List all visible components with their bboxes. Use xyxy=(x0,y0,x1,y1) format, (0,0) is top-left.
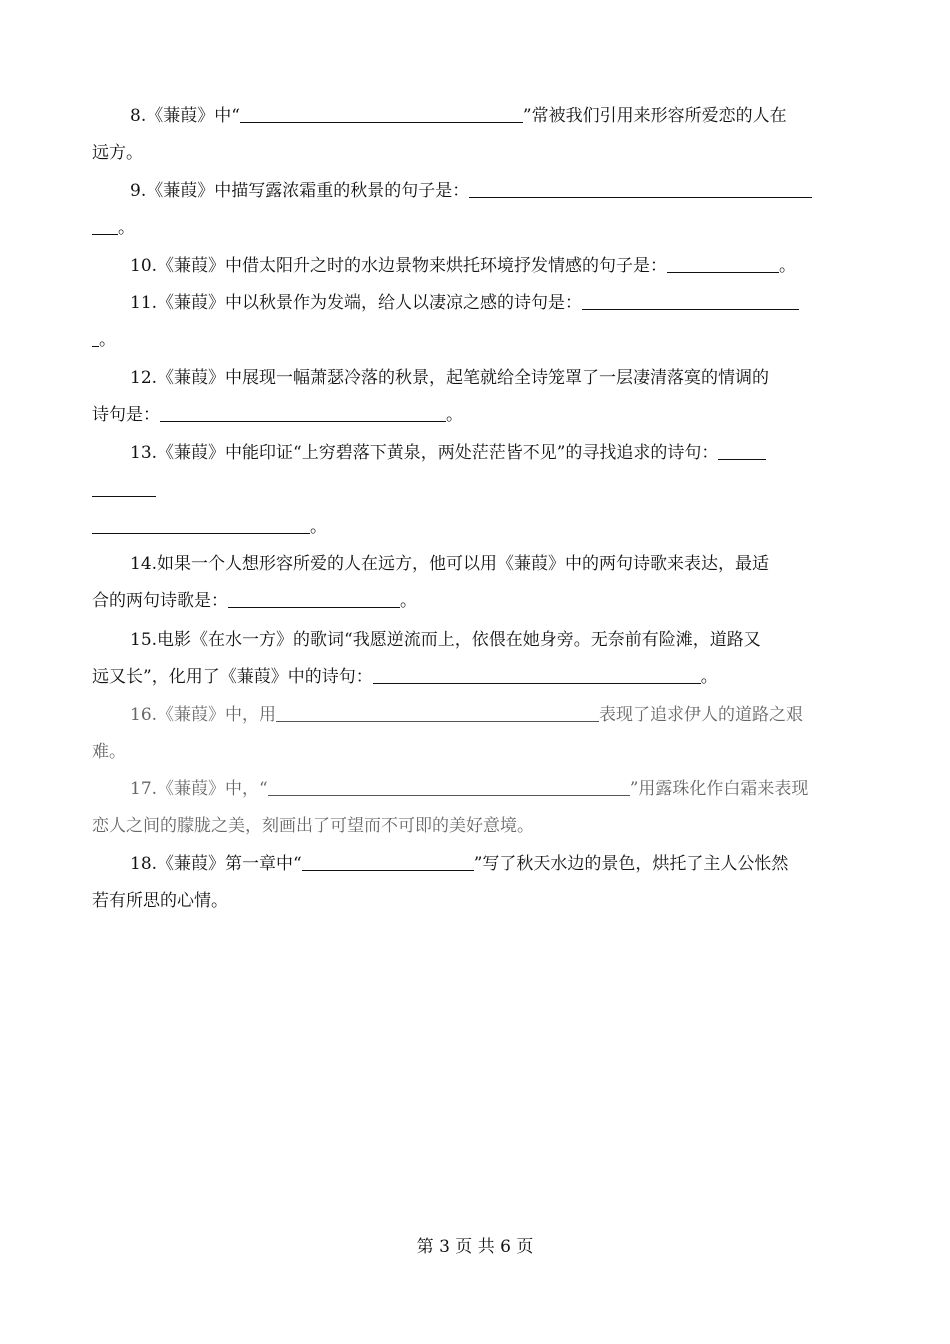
answer-blank-continued[interactable] xyxy=(92,214,118,235)
answer-blank[interactable] xyxy=(373,663,701,684)
page-footer: 第 3 页 共 6 页 xyxy=(416,1237,534,1257)
question-17: 17.《蒹葭》中，“ ”用露珠化作白霜来表现 恋人之间的朦胧之美，刻画出了可望而不可即的美好意境。 xyxy=(92,771,852,845)
question-15: 15.电影《在水一方》的歌词“我愿逆流而上，依偎在她身旁。无奈前有险滩，道路又 远又长”，化用了《蒹葭》中的诗句： 。 xyxy=(92,630,761,687)
answer-blank[interactable] xyxy=(228,587,400,608)
question-12: 12.《蒹葭》中展现一幅萧瑟冷落的秋景，起笔就给全诗笼罩了一层凄清落寞的情调的 诗句是： 。 xyxy=(92,368,770,425)
question-10: 10.《蒹葭》中借太阳升之时的水边景物来烘托环境抒发情感的句子是： 。 xyxy=(92,248,852,285)
answer-blank[interactable] xyxy=(469,177,812,198)
question-18: 18.《蒹葭》第一章中“ ”写了秋天水边的景色，烘托了主人公怅然 若有所思的心情。 xyxy=(92,846,852,920)
answer-blank-continued[interactable] xyxy=(92,476,156,497)
question-13: 13.《蒹葭》中能印证“上穷碧落下黄泉，两处茫茫皆不见”的寻找追求的诗句： 。 xyxy=(92,435,852,546)
question-9: 9.《蒹葭》中描写露浓霜重的秋景的句子是： 。 xyxy=(92,173,852,247)
question-16: 16.《蒹葭》中，用 表现了追求伊人的道路之艰 难。 xyxy=(92,697,852,771)
answer-blank-continued[interactable] xyxy=(92,513,310,534)
question-8: 8.《蒹葭》中“ ”常被我们引用来形容所爱恋的人在 远方。 xyxy=(92,98,852,172)
answer-blank[interactable] xyxy=(160,401,446,422)
answer-blank[interactable] xyxy=(718,439,766,460)
answer-blank[interactable] xyxy=(240,102,523,123)
question-11: 11.《蒹葭》中以秋景作为发端，给人以凄凉之感的诗句是： 。 xyxy=(92,285,852,359)
answer-blank[interactable] xyxy=(268,775,630,796)
answer-blank-continued[interactable] xyxy=(92,326,99,347)
answer-blank[interactable] xyxy=(582,289,799,310)
question-14: 14.如果一个人想形容所爱的人在远方，他可以用《蒹葭》中的两句诗歌来表达，最适 合的两句诗歌是： 。 xyxy=(92,554,770,611)
answer-blank[interactable] xyxy=(302,850,474,871)
answer-blank[interactable] xyxy=(276,701,599,722)
answer-blank[interactable] xyxy=(667,252,779,273)
